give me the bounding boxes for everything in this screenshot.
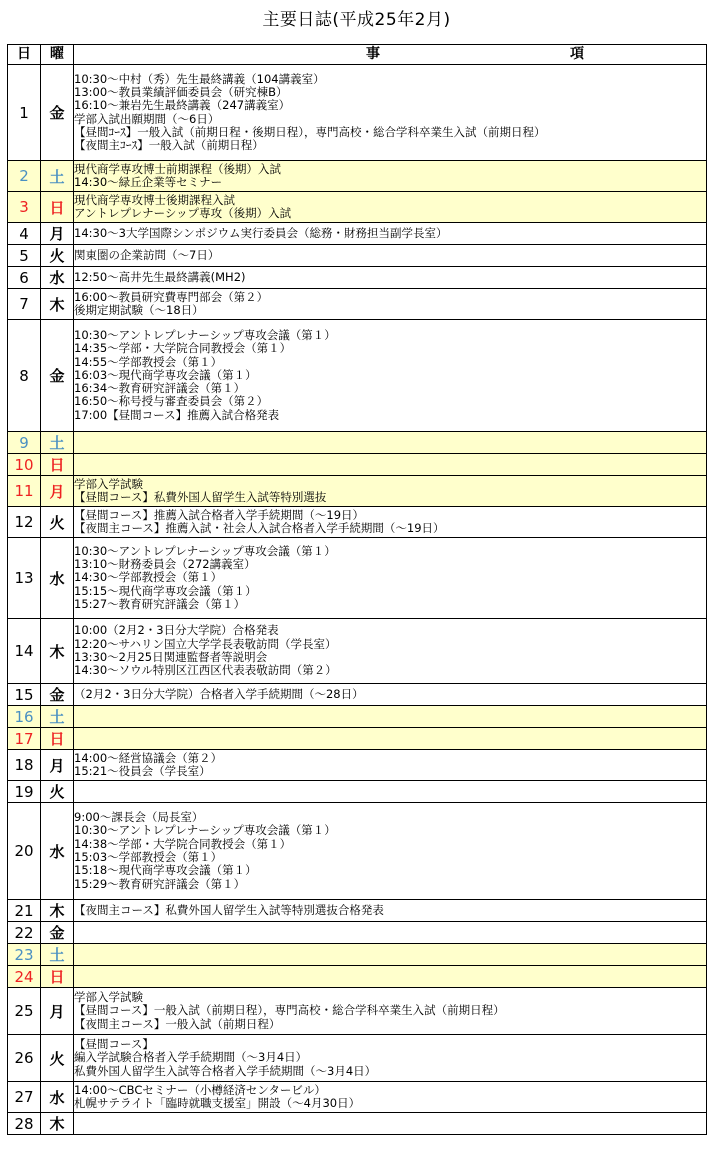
event-line: 10:30～アントレプレナーシップ専攻会議（第１） (74, 328, 336, 342)
weekday-cell: 土 (41, 432, 74, 454)
event-cell (74, 223, 707, 245)
diary-body (8, 65, 707, 1135)
event-cell (74, 476, 707, 507)
day-cell: 11 (8, 476, 41, 507)
event-cell (74, 922, 707, 944)
table-row (8, 1035, 707, 1082)
event-cell (74, 1082, 707, 1113)
event-cell (74, 966, 707, 988)
event-line: 札幌サテライト「臨時就職支援室」開設（～4月30日） (74, 1097, 361, 1110)
day-cell: 12 (8, 507, 41, 538)
weekday-cell: 日 (41, 192, 74, 223)
event-line: 16:34～教育研究評議会（第１） (74, 382, 246, 396)
event-line: 12:50～高井先生最終講義(MH2) (74, 270, 246, 284)
event-cell (74, 454, 707, 476)
table-row (8, 507, 707, 538)
weekday-cell: 水 (41, 538, 74, 619)
weekday-cell: 金 (41, 320, 74, 432)
event-cell (74, 161, 707, 192)
table-row (8, 1082, 707, 1113)
event-line: 14:00～CBCセミナー（小樽経済センタービル） (74, 1083, 326, 1097)
event-cell (74, 944, 707, 966)
weekday-cell: 日 (41, 728, 74, 750)
weekday-cell: 月 (41, 223, 74, 245)
event-line: アントレプレナーシップ専攻（後期）入試 (74, 207, 292, 220)
event-line: 10:00（2月2・3日分大学院）合格発表 (74, 624, 279, 638)
event-line: 15:27～教育研究評議会（第１） (74, 597, 246, 611)
event-line: （2月2・3日分大学院）合格者入学手続期間（～28日） (74, 687, 364, 701)
event-line: 【昼間コース】推薦入試合格者入学手続期間（～19日） (74, 508, 365, 522)
table-row (8, 922, 707, 944)
event-line: 16:50～称号授与審査委員会（第２） (74, 395, 269, 409)
event-line: 14:35～学部・大学院合同教授会（第１） (74, 342, 292, 356)
event-cell (74, 432, 707, 454)
page-title: 主要日誌(平成25年2月) (262, 10, 451, 30)
event-line: 現代商学専攻博士前期課程（後期）入試 (74, 162, 281, 176)
header-day: 日 (8, 45, 41, 65)
event-line: 【夜間主コース】推薦入試・社会人入試合格者入学手続期間（～19日） (74, 522, 445, 535)
weekday-cell: 日 (41, 454, 74, 476)
header-event-a: 事 (366, 46, 380, 62)
weekday-cell: 水 (41, 803, 74, 900)
event-cell (74, 728, 707, 750)
day-cell: 26 (8, 1035, 41, 1082)
event-line: 16:10～兼岩先生最終講義（247講義室） (74, 99, 291, 113)
event-line: 10:30～アントレプレナーシップ専攻会議（第１） (74, 824, 336, 838)
day-cell: 3 (8, 192, 41, 223)
event-line: 【夜間主ｺｰｽ】一般入試（前期日程） (74, 139, 264, 153)
day-cell: 8 (8, 320, 41, 432)
table-row (8, 803, 707, 900)
event-line: 14:30～ソウル特別区江西区代表表敬訪問（第２） (74, 664, 337, 678)
table-row (8, 750, 707, 781)
day-cell: 9 (8, 432, 41, 454)
day-cell: 15 (8, 684, 41, 706)
table-row (8, 192, 707, 223)
table-row (8, 289, 707, 320)
event-cell (74, 1035, 707, 1082)
day-cell: 20 (8, 803, 41, 900)
day-cell: 16 (8, 706, 41, 728)
day-cell: 21 (8, 900, 41, 922)
table-row (8, 245, 707, 267)
event-line: 14:38～学部・大学院合同教授会（第１） (74, 837, 292, 851)
table-row (8, 476, 707, 507)
day-cell: 28 (8, 1113, 41, 1135)
event-line: 10:30～中村（秀）先生最終講義（104講義室） (74, 72, 325, 86)
weekday-cell: 金 (41, 65, 74, 161)
event-cell (74, 988, 707, 1035)
event-line: 【夜間主コース】私費外国人留学生入試等特別選抜合格発表 (74, 903, 384, 917)
event-line: 15:29～教育研究評議会（第１） (74, 877, 246, 891)
event-cell (74, 803, 707, 900)
table-row (8, 320, 707, 432)
event-cell (74, 65, 707, 161)
table-row (8, 966, 707, 988)
table-row (8, 706, 707, 728)
event-line: 14:55～学部教授会（第１） (74, 355, 223, 369)
event-line: 9:00～課長会（局長室） (74, 811, 204, 825)
day-cell: 23 (8, 944, 41, 966)
event-cell (74, 538, 707, 619)
day-cell: 27 (8, 1082, 41, 1113)
event-line: 13:00～教員業績評価委員会（研究棟B） (74, 85, 288, 99)
event-line: 学部入学試験 (74, 991, 143, 1005)
event-line: 17:00【昼間コース】推薦入試合格発表 (74, 408, 280, 422)
weekday-cell: 火 (41, 507, 74, 538)
weekday-cell: 月 (41, 476, 74, 507)
event-line: 10:30～アントレプレナーシップ専攻会議（第１） (74, 544, 336, 558)
event-cell (74, 192, 707, 223)
event-line: 【昼間コース】 (74, 1038, 154, 1052)
event-line: 現代商学専攻博士後期課程入試 (74, 193, 235, 207)
event-cell (74, 684, 707, 706)
weekday-cell: 金 (41, 922, 74, 944)
day-cell: 1 (8, 65, 41, 161)
weekday-cell: 水 (41, 1082, 74, 1113)
table-row (8, 781, 707, 803)
event-line: 16:00～教員研究費専門部会（第２） (74, 290, 269, 304)
weekday-cell: 水 (41, 267, 74, 289)
table-row (8, 728, 707, 750)
event-line: 編入学試験合格者入学手続期間（～3月4日） (74, 1051, 308, 1065)
day-cell: 6 (8, 267, 41, 289)
diary-table (7, 44, 707, 1135)
day-cell: 5 (8, 245, 41, 267)
event-cell (74, 1113, 707, 1135)
table-row (8, 944, 707, 966)
table-row (8, 432, 707, 454)
table-row (8, 267, 707, 289)
table-row (8, 454, 707, 476)
event-cell (74, 245, 707, 267)
weekday-cell: 火 (41, 1035, 74, 1082)
day-cell: 4 (8, 223, 41, 245)
weekday-cell: 土 (41, 706, 74, 728)
weekday-cell: 月 (41, 988, 74, 1035)
day-cell: 2 (8, 161, 41, 192)
day-cell: 7 (8, 289, 41, 320)
weekday-cell: 月 (41, 750, 74, 781)
event-line: 【昼間コース】私費外国人留学生入試等特別選抜 (74, 491, 327, 504)
weekday-cell: 土 (41, 161, 74, 192)
event-line: 15:03～学部教授会（第１） (74, 851, 223, 864)
event-line: 学部入試出願期間（～6日） (74, 112, 220, 126)
event-cell (74, 507, 707, 538)
weekday-cell: 木 (41, 1113, 74, 1135)
event-cell (74, 781, 707, 803)
table-row (8, 900, 707, 922)
event-cell (74, 320, 707, 432)
header-weekday: 曜 (41, 45, 74, 65)
weekday-cell: 土 (41, 944, 74, 966)
event-line: 【昼間ｺｰｽ】一般入試（前期日程・後期日程），専門高校・総合学科卒業生入試（前期日程） (74, 125, 546, 139)
event-line: 関東圏の企業訪問（～7日） (74, 248, 220, 262)
event-line: 13:10～財務委員会（272講義室） (74, 558, 256, 572)
weekday-cell: 火 (41, 245, 74, 267)
event-line: 14:30～3大学国際シンポジウム実行委員会（総務・財務担当副学長室） (74, 226, 448, 240)
event-line: 15:18～現代商学専攻会議（第１） (74, 864, 257, 878)
event-line: 【昼間コース】一般入試（前期日程），専門高校・総合学科卒業生入試（前期日程） (74, 1004, 505, 1018)
table-row (8, 65, 707, 161)
table-row (8, 538, 707, 619)
event-line: 12:20～サハリン国立大学学長表敬訪問（学長室） (74, 637, 337, 651)
weekday-cell: 火 (41, 781, 74, 803)
event-cell (74, 706, 707, 728)
table-row (8, 161, 707, 192)
weekday-cell: 金 (41, 684, 74, 706)
event-line: 15:15～現代商学専攻会議（第１） (74, 584, 257, 598)
day-cell: 13 (8, 538, 41, 619)
table-row (8, 988, 707, 1035)
day-cell: 17 (8, 728, 41, 750)
event-line: 14:30～学部教授会（第１） (74, 571, 223, 585)
event-line: 13:30～2月25日関連監督者等説明会 (74, 651, 268, 664)
table-row (8, 1113, 707, 1135)
event-line: 後期定期試験（～18日） (74, 304, 204, 317)
header-event-b: 項 (570, 46, 584, 62)
day-cell: 19 (8, 781, 41, 803)
event-line: 16:03～現代商学専攻会議（第１） (74, 368, 257, 382)
event-line: 【夜間主コース】一般入試（前期日程） (74, 1017, 281, 1031)
weekday-cell: 木 (41, 900, 74, 922)
weekday-cell: 木 (41, 289, 74, 320)
event-cell (74, 750, 707, 781)
event-line: 14:30～緑丘企業等セミナー (74, 176, 223, 189)
day-cell: 18 (8, 750, 41, 781)
event-line: 15:21～役員会（学長室） (74, 765, 211, 778)
day-cell: 25 (8, 988, 41, 1035)
weekday-cell: 日 (41, 966, 74, 988)
event-cell (74, 900, 707, 922)
header-event (74, 45, 707, 65)
day-cell: 14 (8, 619, 41, 684)
event-cell (74, 267, 707, 289)
event-line: 私費外国人留学生入試等合格者入学手続期間（～3月4日） (74, 1064, 377, 1078)
table-row (8, 223, 707, 245)
event-line: 14:00～経営協議会（第２） (74, 751, 223, 765)
header-row (8, 45, 707, 65)
table-row (8, 684, 707, 706)
event-cell (74, 289, 707, 320)
event-cell (74, 619, 707, 684)
day-cell: 24 (8, 966, 41, 988)
table-row (8, 619, 707, 684)
day-cell: 10 (8, 454, 41, 476)
event-line: 学部入学試験 (74, 477, 143, 491)
weekday-cell: 木 (41, 619, 74, 684)
day-cell: 22 (8, 922, 41, 944)
